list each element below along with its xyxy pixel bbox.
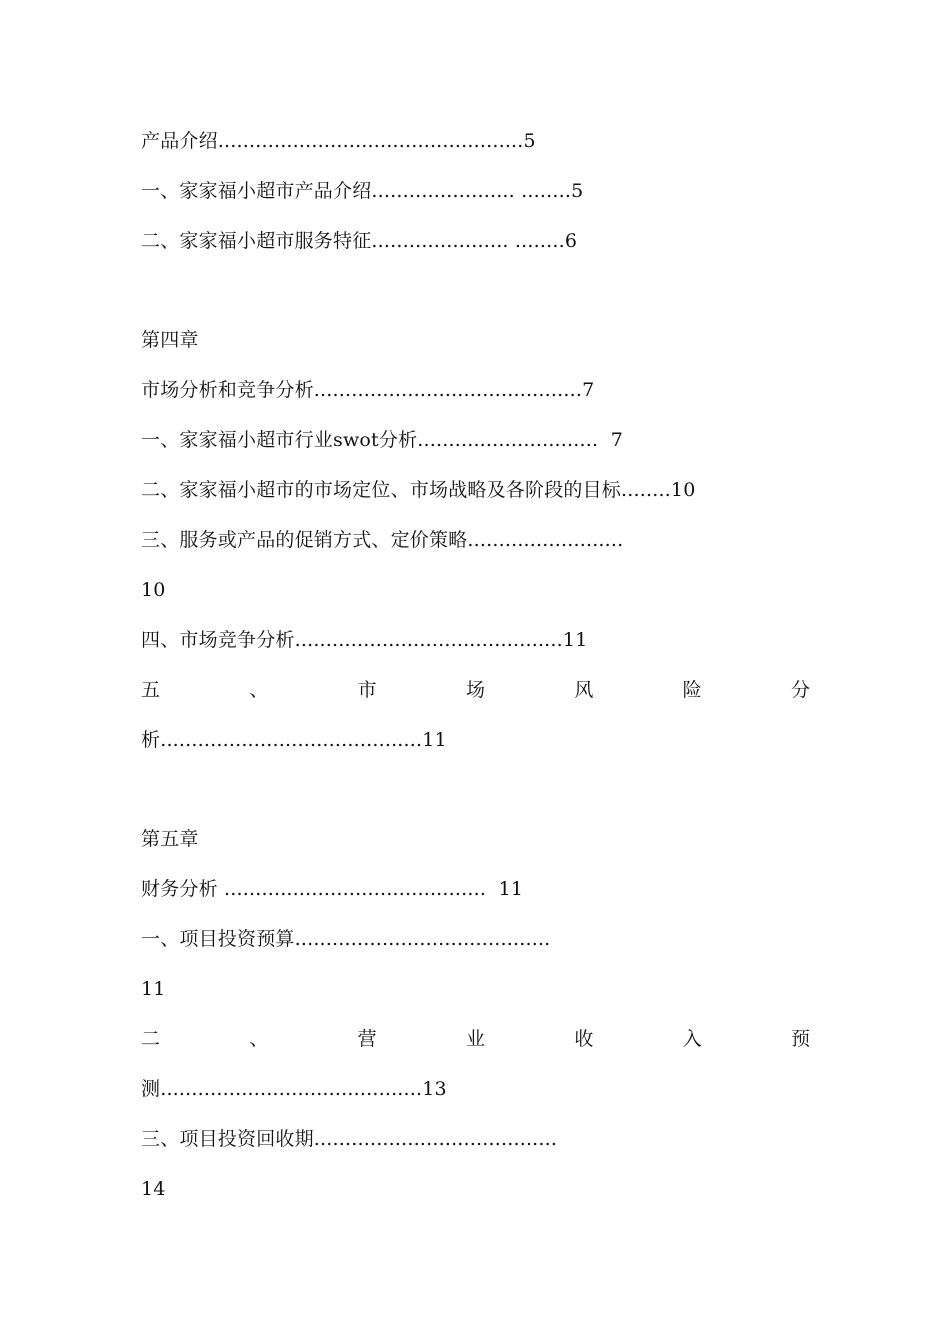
toc-char: 、 <box>249 1028 269 1050</box>
toc-entry-swot: 一、家家福小超市行业swot分析............................. 7 <box>141 429 624 451</box>
toc-entry-budget-page: 11 <box>141 978 166 1000</box>
toc-char: 二 <box>141 1028 161 1050</box>
toc-entry-promotion-page: 10 <box>141 579 166 601</box>
toc-entry-payback-page: 14 <box>141 1178 166 1200</box>
toc-entry-competition: 四、市场竞争分析...........................................11 <box>141 629 588 651</box>
toc-char: 营 <box>357 1028 377 1050</box>
toc-entry-revenue-forecast-page: 测..........................................13 <box>141 1078 447 1100</box>
toc-char: 入 <box>682 1028 702 1050</box>
chapter-5-heading: 第五章 <box>141 828 199 850</box>
toc-char: 风 <box>574 679 594 701</box>
toc-entry-market-risk-page: 析..........................................11 <box>141 729 447 751</box>
toc-entry-financial: 财务分析 .......................................... 11 <box>141 878 524 900</box>
toc-entry-market-analysis: 市场分析和竞争分析...........................................7 <box>141 379 595 401</box>
toc-entry-service-features: 二、家家福小超市服务特征...................... ........6 <box>141 230 578 252</box>
toc-entry-product-intro: 产品介绍.................................................5 <box>141 130 536 152</box>
toc-char: 险 <box>682 679 702 701</box>
toc-entry-payback: 三、项目投资回收期....................................... <box>141 1128 558 1150</box>
toc-char: 预 <box>790 1028 810 1050</box>
toc-char: 市 <box>357 679 377 701</box>
toc-entry-budget: 一、项目投资预算......................................... <box>141 928 551 950</box>
toc-char: 场 <box>465 679 485 701</box>
toc-entry-promotion: 三、服务或产品的促销方式、定价策略......................... <box>141 529 624 551</box>
toc-char: 、 <box>249 679 269 701</box>
toc-entry-revenue-forecast <box>141 1027 810 1051</box>
toc-entry-positioning: 二、家家福小超市的市场定位、市场战略及各阶段的目标........10 <box>141 479 696 501</box>
toc-entry-market-risk <box>141 678 810 702</box>
toc-char: 分 <box>790 679 810 701</box>
chapter-4-heading: 第四章 <box>141 329 199 351</box>
toc-char: 业 <box>465 1028 485 1050</box>
toc-entry-product-intro-1: 一、家家福小超市产品介绍....................... ........5 <box>141 180 584 202</box>
toc-char: 收 <box>574 1028 594 1050</box>
toc-char: 五 <box>141 679 161 701</box>
